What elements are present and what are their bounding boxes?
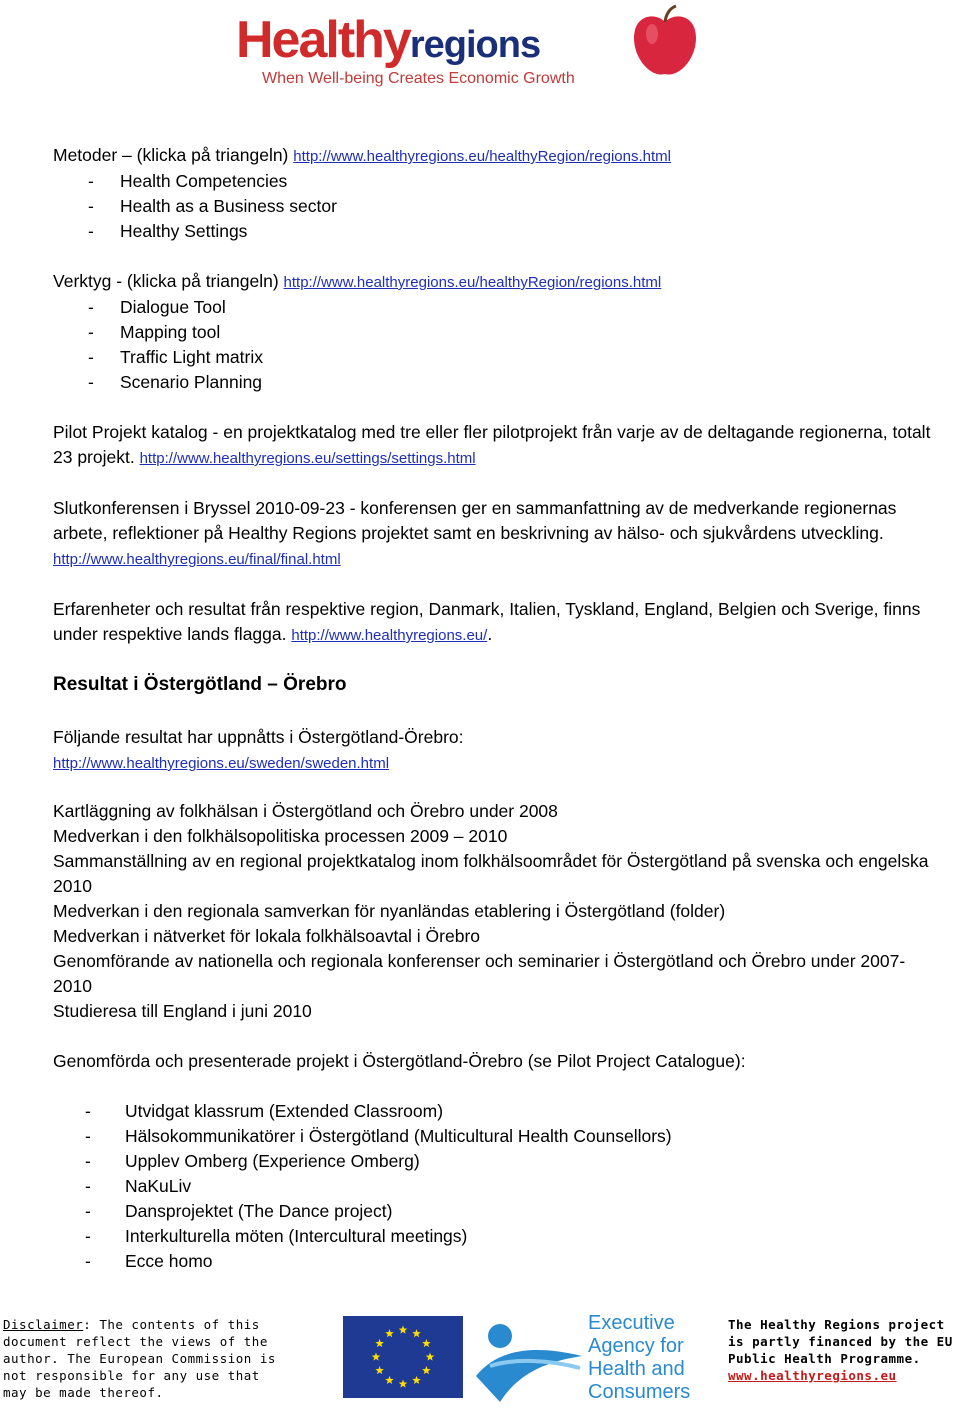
logo-wordmark: [236, 10, 540, 70]
document-body: [53, 143, 933, 1274]
resultat-intro: Följande resultat har uppnåtts i Östergötland-Örebro:: [53, 727, 464, 747]
result-item: Medverkan i den regionala samverkan för nyanländas etablering i Östergötland (folder): [53, 901, 726, 921]
list-item: - Traffic Light matrix: [53, 345, 933, 370]
resultat-link-line: [53, 750, 933, 776]
verktyg-list: [53, 295, 933, 395]
pilot-text: Pilot Projekt katalog - en projektkatalog med tre eller fler pilotprojekt från varje av de deltagande regionerna, totalt 23 projekt.: [53, 422, 931, 467]
verktyg-intro: Verktyg - (klicka på triangeln): [53, 271, 279, 291]
apple-icon: [626, 4, 704, 82]
erfarenheter-link[interactable]: http://www.healthyregions.eu/: [291, 627, 488, 644]
resultat-heading: Resultat i Östergötland – Örebro: [53, 674, 347, 695]
funding-text: The Healthy Regions project is partly financed by the EU Public Health Programme.: [728, 1317, 953, 1366]
list-item: - Health Competencies: [53, 169, 933, 194]
metoder-link[interactable]: http://www.healthyregions.eu/healthyRegion/regions.html: [293, 148, 671, 165]
result-item: Kartläggning av folkhälsan i Östergötland och Örebro under 2008: [53, 801, 558, 821]
result-item: Genomförande av nationella och regionala konferenser och seminarier i Östergötland och Örebro under 2007-2010: [53, 951, 906, 996]
slutkonferensen-link[interactable]: http://www.healthyregions.eu/final/final.html: [53, 551, 341, 568]
metoder-intro: Metoder – (klicka på triangeln): [53, 145, 289, 165]
result-item: Medverkan i den folkhälsopolitiska processen 2009 – 2010: [53, 826, 508, 846]
result-item: Sammanställning av en regional projektkatalog inom folkhälsoområdet för Östergötland på svenska och engelska 2010: [53, 851, 929, 896]
erfarenheter-text: Erfarenheter och resultat från respektive region, Danmark, Italien, Tyskland, England, Belgien och Sverige, finns under respektive lands flagga.: [53, 599, 921, 644]
slutkonferensen-paragraph: [53, 496, 933, 572]
agency-name: [588, 1312, 690, 1404]
list-item: - Health as a Business sector: [53, 194, 933, 219]
disclaimer-text: : The contents of this document reflect the views of the author. The European Commission is not responsible for any use that may be made thereof.: [3, 1317, 276, 1400]
list-item: - Interkulturella möten (Intercultural meetings): [53, 1224, 933, 1249]
funding-note: [728, 1316, 960, 1384]
result-item: Studieresa till England i juni 2010: [53, 1001, 312, 1021]
pilot-paragraph: [53, 420, 933, 471]
results-list: [53, 799, 933, 1024]
pilot-link[interactable]: http://www.healthyregions.eu/settings/settings.html: [139, 450, 476, 467]
list-item: - Ecce homo: [53, 1249, 933, 1274]
healthy-regions-logo: [232, 8, 712, 98]
verktyg-link[interactable]: http://www.healthyregions.eu/healthyRegion/regions.html: [283, 274, 662, 291]
result-item: Medverkan i nätverket för lokala folkhälsoavtal i Örebro: [53, 926, 481, 946]
erfarenheter-paragraph: [53, 597, 933, 648]
projects-list: [53, 1099, 933, 1274]
projects-intro: Genomförda och presenterade projekt i Östergötland-Örebro (se Pilot Project Catalogue):: [53, 1051, 746, 1071]
agency-figure-icon: [470, 1316, 588, 1406]
list-item: - Dialogue Tool: [53, 295, 933, 320]
slutkonferensen-text: Slutkonferensen i Bryssel 2010-09-23 - konferensen ger en sammanfattning av de medverkande regionernas arbete, reflektioner på Healthy Regions projektet samt en beskrivning av hälso- och sjukvårdens utveckling.: [53, 498, 897, 543]
list-item: - Utvidgat klassrum (Extended Classroom): [53, 1099, 933, 1124]
disclaimer: [3, 1316, 278, 1401]
metoder-paragraph: [53, 143, 933, 169]
erfarenheter-trailing: .: [487, 624, 493, 644]
eu-flag-icon: [343, 1316, 463, 1398]
logo-healthy-text: Healthy: [236, 11, 410, 69]
funding-link[interactable]: www.healthyregions.eu: [728, 1368, 897, 1383]
list-item: - Scenario Planning: [53, 370, 933, 395]
footer: [0, 1312, 960, 1414]
list-item: - Dansprojektet (The Dance project): [53, 1199, 933, 1224]
logo-tagline: When Well-being Creates Economic Growth: [262, 70, 575, 87]
list-item: - Upplev Omberg (Experience Omberg): [53, 1149, 933, 1174]
list-item: - NaKuLiv: [53, 1174, 933, 1199]
metoder-list: [53, 169, 933, 244]
logo-regions-text: regions: [409, 24, 541, 66]
agency-line: Agency for: [588, 1335, 684, 1357]
resultat-link[interactable]: http://www.healthyregions.eu/sweden/sweden.html: [53, 755, 390, 772]
agency-line: Executive: [588, 1312, 675, 1334]
list-item: - Hälsokommunikatörer i Östergötland (Multicultural Health Counsellors): [53, 1124, 933, 1149]
executive-agency-logo: [470, 1312, 710, 1414]
list-item: - Healthy Settings: [53, 219, 933, 244]
disclaimer-label: Disclaimer: [3, 1317, 84, 1332]
verktyg-paragraph: [53, 269, 933, 295]
list-item: - Mapping tool: [53, 320, 933, 345]
agency-line: Health and: [588, 1358, 685, 1380]
agency-line: Consumers: [588, 1381, 691, 1403]
